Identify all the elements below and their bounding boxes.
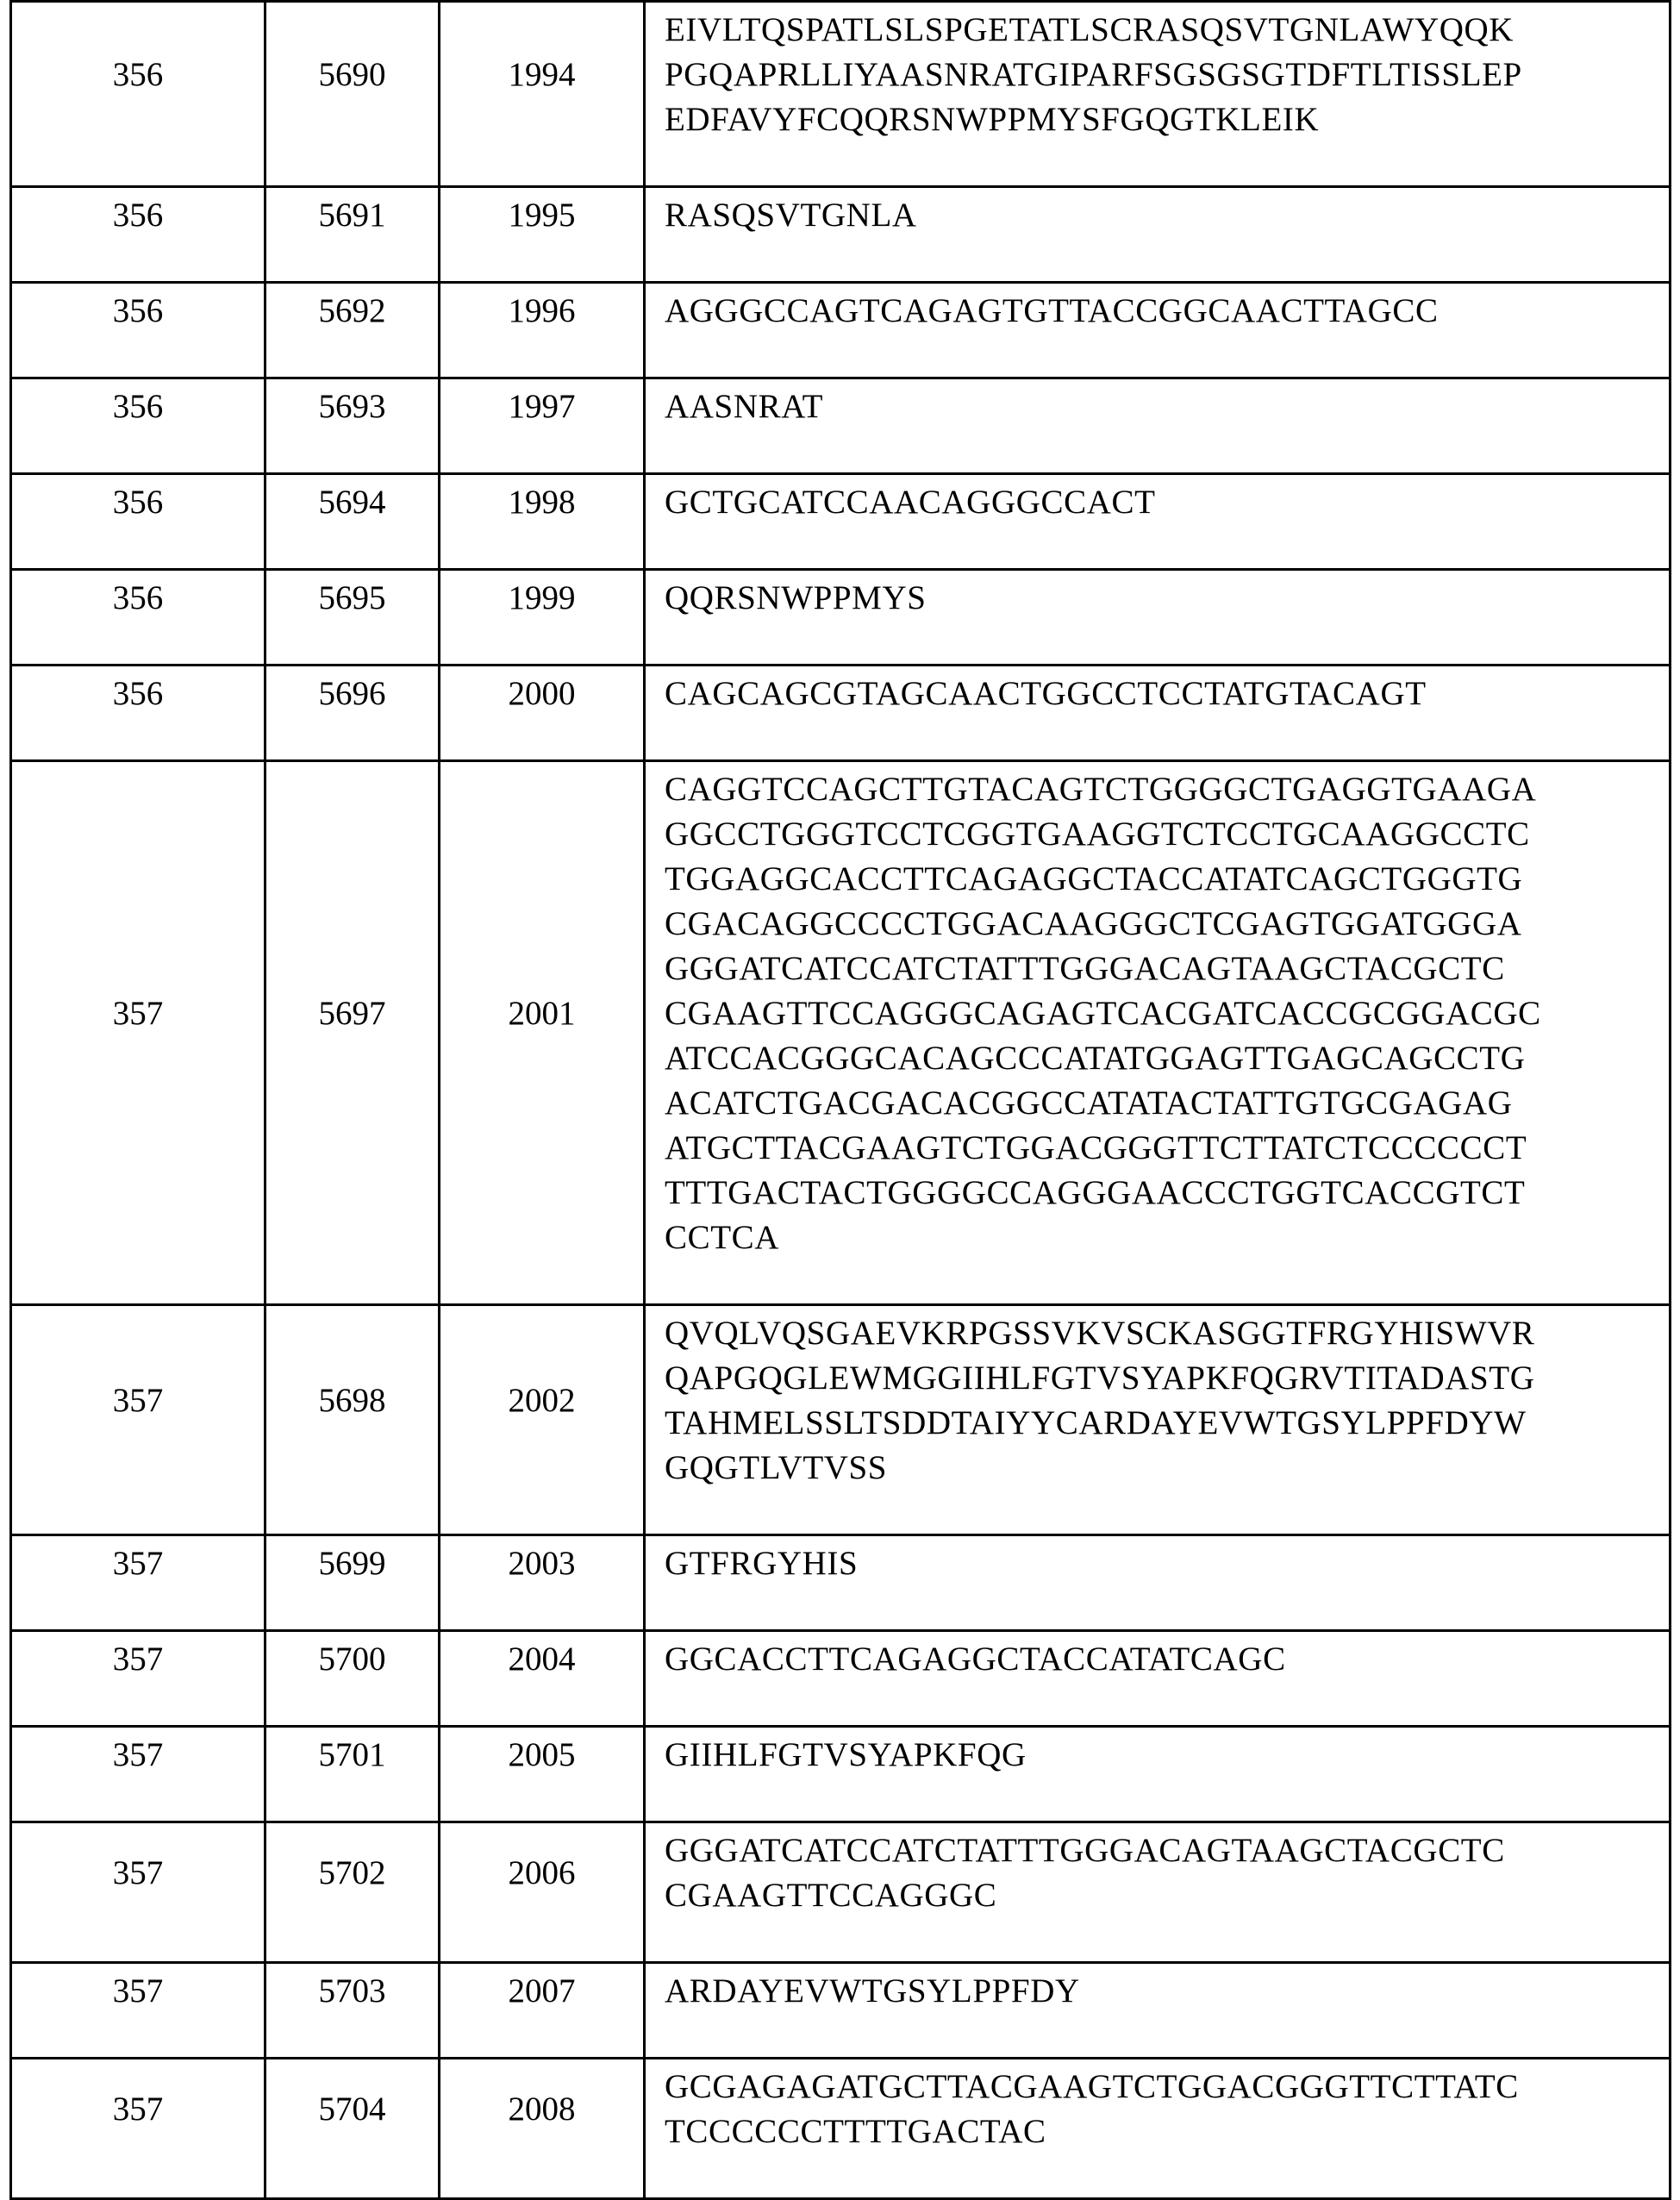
group-id-cell: 356 [11,474,265,570]
sequence-line: QAPGQGLEWMGGIIHLFGTVSYAPKFQGRVTITADASTG [665,1356,1669,1401]
table-row [11,187,1671,283]
sequence-line: AASNRAT [665,384,1669,429]
group-id-cell: 356 [11,283,265,378]
group-id-cell: 357 [11,2059,265,2199]
id-cell: 5699 [265,1535,440,1631]
sequence-cell [645,1631,1671,1727]
sequence-line: CAGGTCCAGCTTGTACAGTCTGGGGCTGAGGTGAAGA [665,767,1669,812]
group-id-cell: 357 [11,1822,265,1963]
group-id-cell: 357 [11,1631,265,1727]
sequence-line: GTFRGYHIS [665,1541,1669,1586]
sequence-line: EDFAVYFCQQRSNWPPMYSFGQGTKLEIK [665,97,1669,142]
sequence-line: CGACAGGCCCCTGGACAAGGGCTCGAGTGGATGGGA [665,902,1669,947]
sequence-line: EIVLTQSPATLSLSPGETATLSCRASQSVTGNLAWYQQK [665,8,1669,53]
seq-id-cell: 1999 [440,570,645,666]
seq-id-cell: 2002 [440,1305,645,1535]
table-row [11,1727,1671,1822]
id-cell: 5696 [265,666,440,761]
sequence-line: GGGATCATCCATCTATTTGGGACAGTAAGCTACGCTC [665,1828,1669,1873]
id-cell: 5692 [265,283,440,378]
sequence-line: ACATCTGACGACACGGCCATATACTATTGTGCGAGAG [665,1081,1669,1126]
sequence-line: TTTGACTACTGGGGCCAGGGAACCCTGGTCACCGTCT [665,1171,1669,1216]
sequence-line: AGGGCCAGTCAGAGTGTTACCGGCAACTTAGCC [665,289,1669,334]
sequence-line: RASQSVTGNLA [665,193,1669,238]
sequence-cell [645,187,1671,283]
group-id-cell: 357 [11,1305,265,1535]
sequence-line: QVQLVQSGAEVKRPGSSVKVSCKASGGTFRGYHISWVR [665,1311,1669,1356]
sequence-cell [645,378,1671,474]
sequence-cell [645,666,1671,761]
sequence-cell [645,2059,1671,2199]
seq-id-cell: 2008 [440,2059,645,2199]
table-row [11,1305,1671,1535]
sequence-line: CGAAGTTCCAGGGC [665,1873,1669,1918]
id-cell: 5693 [265,378,440,474]
sequence-line: CCTCA [665,1216,1669,1260]
seq-id-cell: 2003 [440,1535,645,1631]
id-cell: 5704 [265,2059,440,2199]
sequence-line: ATGCTTACGAAGTCTGGACGGGTTCTTATCTCCCCCCT [665,1126,1669,1171]
group-id-cell: 356 [11,2,265,187]
table-row [11,1631,1671,1727]
table-row [11,570,1671,666]
sequence-line: GCTGCATCCAACAGGGCCACT [665,480,1669,525]
sequence-cell [645,570,1671,666]
id-cell: 5695 [265,570,440,666]
sequence-line: QQRSNWPPMYS [665,576,1669,621]
group-id-cell: 356 [11,378,265,474]
group-id-cell: 356 [11,570,265,666]
sequence-table [9,0,1671,2200]
table-row [11,761,1671,1305]
sequence-cell [645,1305,1671,1535]
sequence-cell [645,1822,1671,1963]
sequence-line: GGGATCATCCATCTATTTGGGACAGTAAGCTACGCTC [665,947,1669,991]
sequence-line: GGCCTGGGTCCTCGGTGAAGGTCTCCTGCAAGGCCTC [665,812,1669,857]
sequence-cell [645,283,1671,378]
group-id-cell: 357 [11,1727,265,1822]
seq-id-cell: 2001 [440,761,645,1305]
group-id-cell: 357 [11,761,265,1305]
id-cell: 5700 [265,1631,440,1727]
seq-id-cell: 1998 [440,474,645,570]
sequence-cell [645,2,1671,187]
sequence-line: GGCACCTTCAGAGGCTACCATATCAGC [665,1637,1669,1682]
sequence-line: GCGAGAGATGCTTACGAAGTCTGGACGGGTTCTTATC [665,2065,1669,2109]
id-cell: 5691 [265,187,440,283]
sequence-line: PGQAPRLLIYAASNRATGIPARFSGSGSGTDFTLTISSLEP [665,53,1669,97]
table-row [11,2059,1671,2199]
table-row [11,378,1671,474]
id-cell: 5690 [265,2,440,187]
id-cell: 5703 [265,1963,440,2059]
table-row [11,1963,1671,2059]
sequence-line: TCCCCCCTTTTGACTAC [665,2109,1669,2154]
id-cell: 5694 [265,474,440,570]
sequence-cell [645,474,1671,570]
seq-id-cell: 1995 [440,187,645,283]
sequence-line: ARDAYEVWTGSYLPPFDY [665,1969,1669,2014]
id-cell: 5697 [265,761,440,1305]
table-row [11,1535,1671,1631]
sequence-cell [645,761,1671,1305]
sequence-line: GIIHLFGTVSYAPKFQG [665,1733,1669,1778]
sequence-cell [645,1535,1671,1631]
id-cell: 5701 [265,1727,440,1822]
group-id-cell: 356 [11,666,265,761]
seq-id-cell: 2004 [440,1631,645,1727]
sequence-line: TAHMELSSLTSDDTAIYYCARDAYEVWTGSYLPPFDYW [665,1401,1669,1446]
group-id-cell: 357 [11,1535,265,1631]
table-row [11,1822,1671,1963]
seq-id-cell: 1996 [440,283,645,378]
id-cell: 5698 [265,1305,440,1535]
sequence-line: ATCCACGGGCACAGCCCATATGGAGTTGAGCAGCCTG [665,1036,1669,1081]
group-id-cell: 357 [11,1963,265,2059]
table-row [11,666,1671,761]
sequence-line: CGAAGTTCCAGGGCAGAGTCACGATCACCGCGGACGC [665,991,1669,1036]
sequence-line: CAGCAGCGTAGCAACTGGCCTCCTATGTACAGT [665,672,1669,716]
seq-id-cell: 2005 [440,1727,645,1822]
sequence-cell [645,1727,1671,1822]
sequence-cell [645,1963,1671,2059]
seq-id-cell: 2007 [440,1963,645,2059]
table-row [11,2,1671,187]
table-row [11,474,1671,570]
id-cell: 5702 [265,1822,440,1963]
seq-id-cell: 1994 [440,2,645,187]
sequence-table-body [11,2,1671,2199]
seq-id-cell: 2006 [440,1822,645,1963]
seq-id-cell: 2000 [440,666,645,761]
seq-id-cell: 1997 [440,378,645,474]
sequence-line: GQGTLVTVSS [665,1446,1669,1491]
group-id-cell: 356 [11,187,265,283]
sequence-line: TGGAGGCACCTTCAGAGGCTACCATATCAGCTGGGTG [665,857,1669,902]
table-row [11,283,1671,378]
